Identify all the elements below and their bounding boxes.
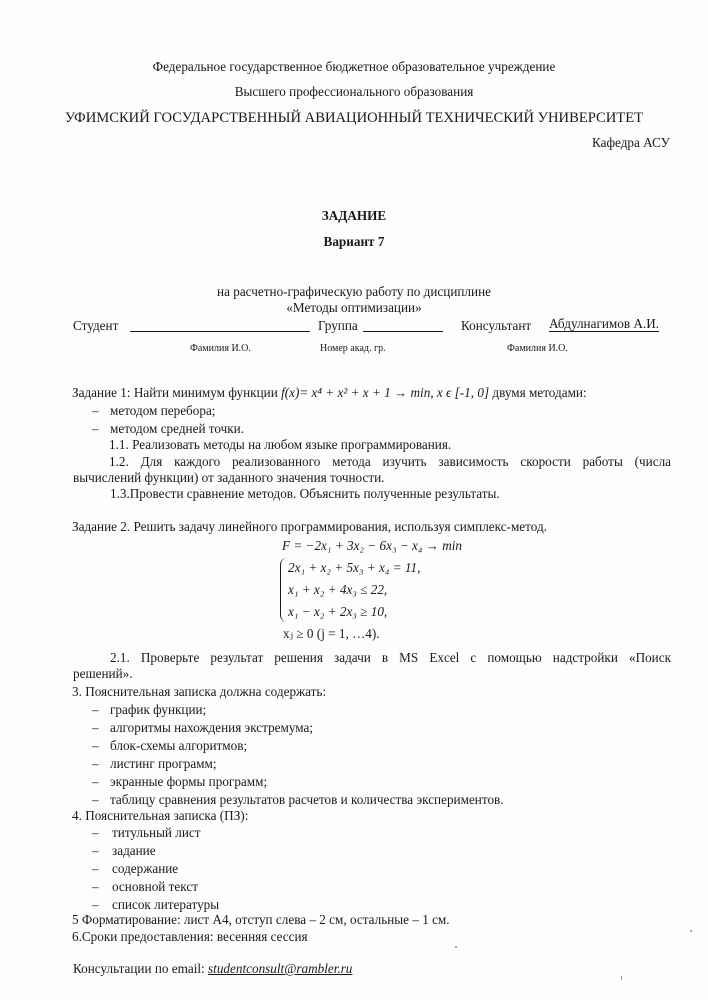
- list-dash: –: [92, 843, 99, 858]
- list-dash: –: [92, 897, 99, 912]
- consultant-label: Консультант: [461, 318, 532, 333]
- section5-formatting: 5 Форматирование: лист А4, отступ слева – 2 см, остальные – 1 см.: [72, 912, 450, 927]
- caption-group: Номер акад. гр.: [320, 343, 386, 354]
- task1-item-1-1: 1.1. Реализовать методы на любом языке программирования.: [109, 437, 452, 452]
- consultation-email-link[interactable]: studentconsult@rambler.ru: [208, 961, 353, 976]
- lp-nonnegativity: xⱼ ≥ 0 (j = 1, …4).: [283, 626, 380, 641]
- section4-item: содержание: [112, 861, 179, 876]
- task1-function: f(x)= x⁴ + x² + x + 1 → min, x ϵ [-1, 0]: [281, 385, 490, 400]
- task2-statement: Задание 2. Решить задачу линейного программирования, используя симплекс-метод.: [72, 519, 547, 534]
- group-number-blank: [363, 331, 443, 332]
- task2-item-2-1-line2: решений».: [73, 666, 133, 681]
- section3-item: таблицу сравнения результатов расчетов и количества экспериментов.: [110, 792, 504, 807]
- section6-deadline: 6.Сроки предоставления: весенняя сессия: [72, 929, 308, 944]
- list-dash: –: [92, 879, 99, 894]
- section3-item: алгоритмы нахождения экстремума;: [110, 720, 314, 735]
- caption-consultant: Фамилия И.О.: [507, 343, 568, 354]
- list-dash: –: [92, 792, 99, 807]
- lp-constraint-1: 2x₁ + x₂ + 5x₃ + x₄ = 11,: [288, 560, 421, 575]
- list-dash: –: [92, 861, 99, 876]
- student-name-blank: [130, 331, 310, 332]
- section3-heading: 3. Пояснительная записка должна содержать:: [72, 684, 327, 699]
- list-dash: –: [92, 756, 99, 771]
- section3-item: график функции;: [110, 702, 207, 717]
- section3-item: экранные формы программ;: [110, 774, 268, 789]
- section4-item: титульный лист: [112, 825, 201, 840]
- group-label: Группа: [318, 318, 358, 333]
- institution-line-1: Федеральное государственное бюджетное образовательное учреждение: [152, 59, 556, 74]
- list-dash: –: [92, 421, 99, 436]
- section3-item: блок-схемы алгоритмов;: [110, 738, 248, 753]
- section3-item: листинг программ;: [110, 756, 217, 771]
- subtitle-line-1: на расчетно-графическую работу по дисциплине: [217, 284, 491, 299]
- section4-item: задание: [112, 843, 156, 858]
- task1-item-1-2-line1: 1.2. Для каждого реализованного метода изучить зависимость скорости работы (числа: [109, 454, 671, 469]
- list-dash: –: [92, 738, 99, 753]
- institution-line-2: Высшего профессионального образования: [234, 84, 474, 99]
- task1-statement: Задание 1: Найти минимум функции f(x)= x⁴ + x² + x + 1 → min, x ϵ [-1, 0] двумя методами:: [72, 385, 587, 400]
- task1-method-1: методом перебора;: [110, 403, 216, 418]
- subtitle-line-2: «Методы оптимизации»: [286, 300, 422, 315]
- variant-number: Вариант 7: [323, 234, 385, 249]
- student-label: Студент: [73, 318, 119, 333]
- scan-speck: [621, 976, 622, 980]
- department: Кафедра АСУ: [592, 135, 670, 150]
- section4-item: основной текст: [112, 879, 198, 894]
- list-dash: –: [92, 702, 99, 717]
- list-dash: –: [92, 720, 99, 735]
- list-dash: –: [92, 825, 99, 840]
- lp-constraint-3: x₁ − x₂ + 2x₃ ≥ 10,: [288, 604, 388, 619]
- lp-objective: F = −2x₁ + 3x₂ − 6x₃ − x₄ → min: [282, 538, 463, 553]
- lp-constraint-2: x₁ + x₂ + 4x₃ ≤ 22,: [288, 582, 388, 597]
- section4-item: список литературы: [112, 897, 220, 912]
- list-dash: –: [92, 774, 99, 789]
- consultant-name: Абдулнагимов А.И.: [549, 316, 660, 331]
- task1-item-1-2-line2: вычислений функции) от заданного значения точности.: [73, 470, 385, 485]
- consultation-line: Консультации по email: studentconsult@rambler.ru: [73, 961, 353, 976]
- list-dash: –: [92, 403, 99, 418]
- task2-item-2-1-line1: 2.1. Проверьте результат решения задачи в MS Excel с помощью надстройки «Поиск: [110, 650, 671, 665]
- constraint-brace: [280, 558, 287, 622]
- university-name: УФИМСКИЙ ГОСУДАРСТВЕННЫЙ АВИАЦИОННЫЙ ТЕХНИЧЕСКИЙ УНИВЕРСИТЕТ: [64, 110, 644, 126]
- scan-speck: [455, 946, 457, 948]
- task1-item-1-3: 1.3.Провести сравнение методов. Объяснить полученные результаты.: [110, 486, 500, 501]
- document-heading: ЗАДАНИЕ: [321, 208, 387, 223]
- caption-student: Фамилия И.О.: [190, 343, 251, 354]
- section4-heading: 4. Пояснительная записка (ПЗ):: [72, 808, 249, 823]
- scan-speck: [690, 930, 692, 932]
- task1-method-2: методом средней точки.: [110, 421, 245, 436]
